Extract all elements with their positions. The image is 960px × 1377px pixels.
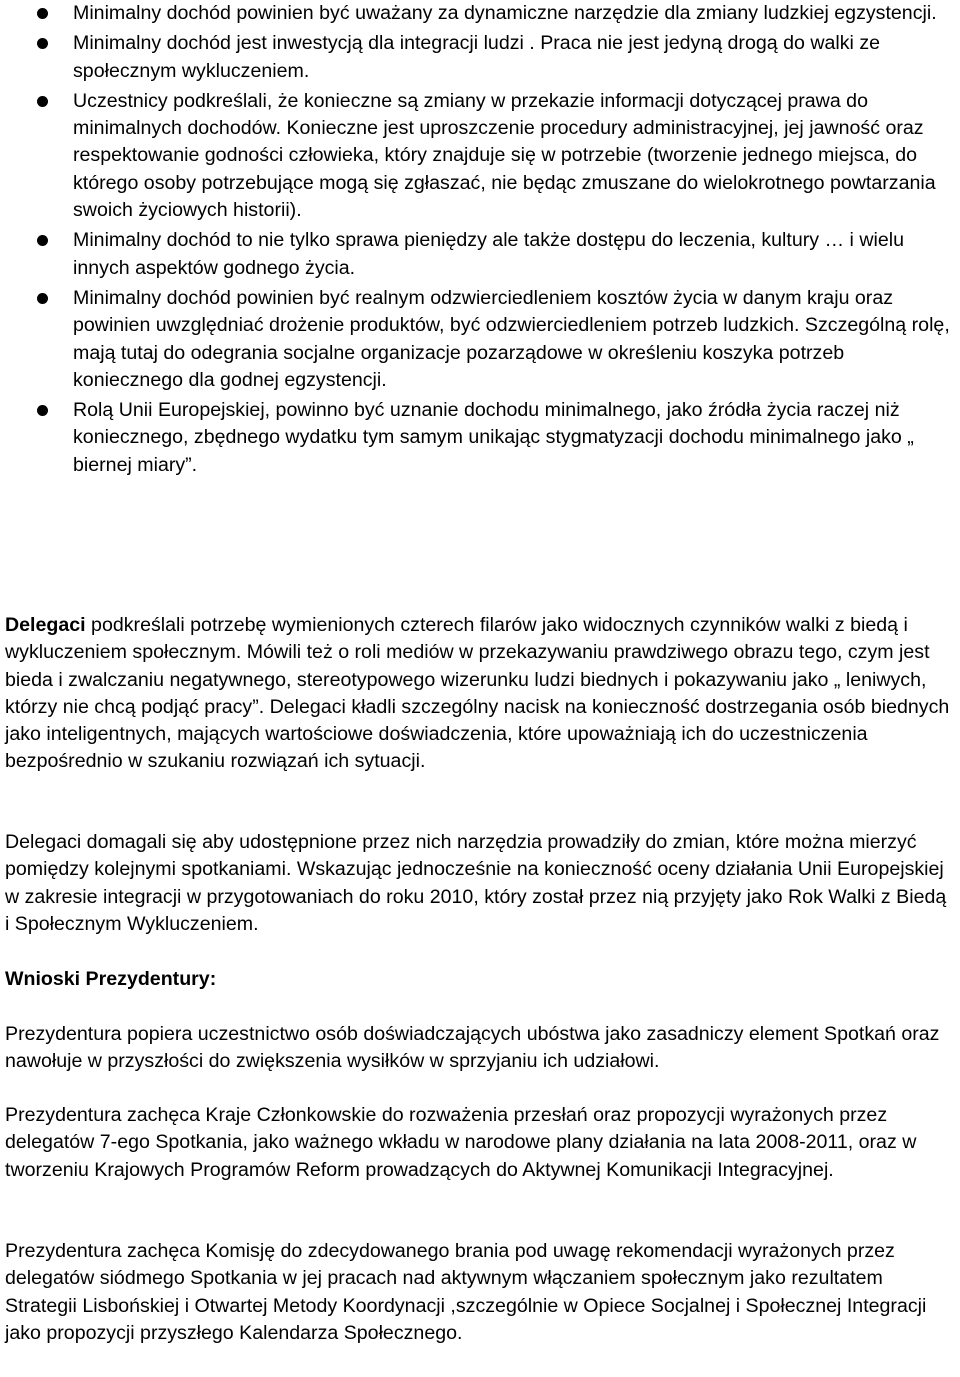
bullet-dot-icon xyxy=(37,96,48,107)
bullet-dot-icon xyxy=(37,235,48,246)
bullet-dot-icon xyxy=(37,293,48,304)
bullet-item-5 xyxy=(0,285,960,394)
bullet-dot-icon xyxy=(37,38,48,49)
conclusions-paragraph-2: Prezydentura zachęca Kraje Członkowskie do rozważenia przesłań oraz propozycji wyrażonych przez delegatów 7-ego Spotkania, jako ważnego wkładu w narodowe plany działania na lata 2008-2011, oraz w tworzeniu Krajowych Programów Reform prowadzących do Aktywnej Komunikacji Integracyjnej. xyxy=(5,1104,917,1181)
bullet-item-1 xyxy=(0,0,960,27)
bullet-text: Minimalny dochód jest inwestycją dla integracji ludzi . Praca nie jest jedyną drogą do walki ze społecznym wykluczeniem. xyxy=(73,32,881,82)
delegates-paragraph-2: Delegaci domagali się aby udostępnione przez nich narzędzia prowadziły do zmian, które można mierzyć pomiędzy kolejnymi spotkaniami. Wskazując jednocześnie na konieczność oceny działania Unii Europejskiej w zakresie integracji w przygotowaniach do roku 2010, który został przez nią przyjęty jako Rok Walki z Biedą i Społecznym Wykluczeniem. xyxy=(5,831,947,935)
bullet-text: Minimalny dochód powinien być realnym odzwierciedleniem kosztów życia w danym kraju oraz powinien uwzględniać drożenie produktów, być odzwierciedleniem potrzeb ludzkich. Szczególną rolę, mają tutaj do odegrania socjalne organizacje pozarządowe w określeniu koszyka potrzeb koniecznego dla godnej egzystencji. xyxy=(73,286,950,391)
bullet-list xyxy=(0,0,960,482)
bullet-item-6 xyxy=(0,397,960,479)
bullet-item-4 xyxy=(0,227,960,282)
conclusions-paragraph-1: Prezydentura popiera uczestnictwo osób doświadczających ubóstwa jako zasadniczy element Spotkań oraz nawołuje w przyszłości do zwiększenia wysiłków w sprzyjaniu ich udziałowi. xyxy=(5,1023,940,1073)
bullet-item-2 xyxy=(0,30,960,85)
bullet-text: Minimalny dochód to nie tylko sprawa pieniędzy ale także dostępu do leczenia, kultury … i wielu innych aspektów godnego życia. xyxy=(73,229,904,279)
bullet-dot-icon xyxy=(37,8,48,19)
conclusions-paragraph-3: Prezydentura zachęca Komisję do zdecydowanego brania pod uwagę rekomendacji wyrażonych przez delegatów siódmego Spotkania w jej pracach nad aktywnym włączaniem społecznym jako rezultatem Strategii Lisbońskiej i Otwartej Metody Koordynacji ,szczególnie w Opiece Socjalnej i Społecznej Integracji jako propozycji przyszłego Kalendarza Społecznego. xyxy=(5,1240,927,1344)
conclusions-heading: Wnioski Prezydentury: xyxy=(5,968,217,990)
bullet-item-3 xyxy=(0,88,960,224)
bullet-dot-icon xyxy=(37,405,48,416)
delegates-text: podkreślali potrzebę wymienionych czterech filarów jako widocznych czynników walki z biedą i wykluczeniem społecznym. Mówili też o roli mediów w przekazywaniu prawdziwego obrazu tego, czym jest bieda i zwalczaniu negatywnego, stereotypowego wizerunku ludzi biednych i pokazywaniu jako „ leniwych, którzy nie chcą podjąć pracy”. Delegaci kładli szczególny nacisk na konieczność dostrzegania osób biednych jako inteligentnych, mających wartościowe doświadczenia, które upoważniają ich do uczestniczenia bezpośrednio w szukaniu rozwiązań ich sytuacji. xyxy=(5,614,950,773)
bullet-text: Minimalny dochód powinien być uważany za dynamiczne narzędzie dla zmiany ludzkiej egzystencji. xyxy=(73,2,937,24)
delegates-paragraph xyxy=(5,612,955,776)
delegates-lead: Delegaci xyxy=(5,614,86,636)
bullet-text: Rolą Unii Europejskiej, powinno być uznanie dochodu minimalnego, jako źródła życia raczej niż koniecznego, zbędnego wydatku tym samym unikając stygmatyzacji dochodu minimalnego jako „ biernej miary”. xyxy=(73,399,914,476)
bullet-text: Uczestnicy podkreślali, że konieczne są zmiany w przekazie informacji dotyczącej prawa do minimalnych dochodów. Konieczne jest uproszczenie procedury administracyjnej, jej jawność oraz respektowanie godności człowieka, który znajduje się w potrzebie (tworzenie jednego miejsca, do którego osoby potrzebujące mogą się zgłaszać, nie będąc zmuszane do wielokrotnego powtarzania swoich życiowych historii). xyxy=(73,89,936,222)
